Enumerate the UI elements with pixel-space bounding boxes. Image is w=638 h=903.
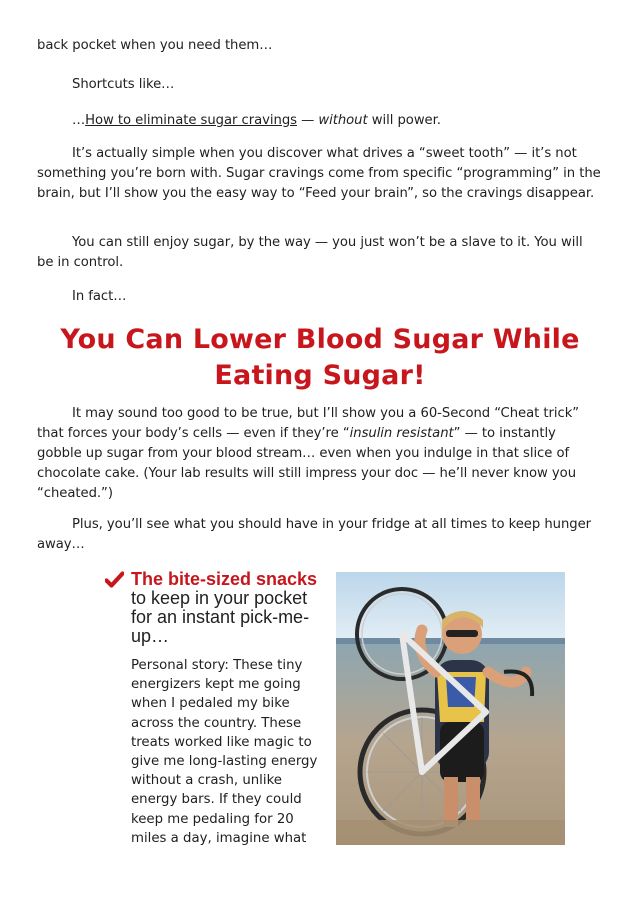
snack-callout: [109, 570, 321, 848]
paragraph: [37, 144, 603, 204]
paragraph-text: Plus, you’ll see what you should have in your fridge at all times to keep hunger away…: [37, 517, 592, 552]
snack-title-bold: The bite-sized snacks: [131, 569, 318, 589]
paragraph: [37, 111, 603, 131]
paragraph: [37, 287, 603, 307]
paragraph: [37, 36, 603, 56]
personal-story: Personal story: These tiny energizers kept me going when I pedaled my bike across the country. These treats worked like magic to give me long-lasting energy without a crash, unlike energy bars. If they could keep me pedaling for 20 miles a day, imagine what: [131, 658, 318, 846]
paragraph: [37, 233, 603, 273]
headline-line: You Can Lower Blood Sugar While: [60, 324, 580, 355]
paragraph: [37, 515, 603, 555]
paragraph: [37, 404, 603, 504]
emphasis-text: without: [318, 113, 368, 128]
paragraph-text: …: [72, 113, 86, 128]
cyclist-photo-illustration: [336, 572, 565, 845]
paragraph-text: In fact…: [72, 289, 127, 304]
snack-title: [131, 570, 321, 646]
cyclist-photo: [336, 572, 565, 845]
paragraph-text: will power.: [367, 113, 441, 128]
paragraph-text: —: [296, 113, 319, 128]
paragraph-text: It’s actually simple when you discover what drives a “sweet tooth” — it’s not something you’re born with. Sugar cravings come from specific “programming” in the brain, but I’ll show you the easy way to “Feed your brain”, so the cravings disappear.: [37, 146, 601, 201]
sugar-cravings-link[interactable]: How to eliminate sugar cravings: [85, 113, 297, 128]
paragraph-text: It may sound too good to be true, but I’ll show you a 60-Second “Cheat trick” that forces your body’s cells — even if they’re “: [37, 406, 580, 441]
headline: [37, 322, 603, 394]
paragraph-text: You can still enjoy sugar, by the way — you just won’t be a slave to it. You will be in control.: [37, 235, 583, 270]
headline-line: Eating Sugar!: [214, 360, 426, 391]
snack-title-rest: to keep in your pocket for an instant pick-me-up…: [131, 588, 310, 646]
checkmark-icon: [105, 571, 124, 588]
paragraph: [37, 75, 603, 95]
paragraph-text: ” — to instantly gobble up sugar from your blood stream… even when you indulge in that slice of chocolate cake. (Your lab results will still impress your doc — he’ll never know you “cheated.”): [37, 426, 576, 501]
paragraph-text: Shortcuts like…: [72, 77, 175, 92]
emphasis-text: insulin resistant: [349, 426, 454, 441]
paragraph-text: back pocket when you need them…: [37, 38, 273, 53]
